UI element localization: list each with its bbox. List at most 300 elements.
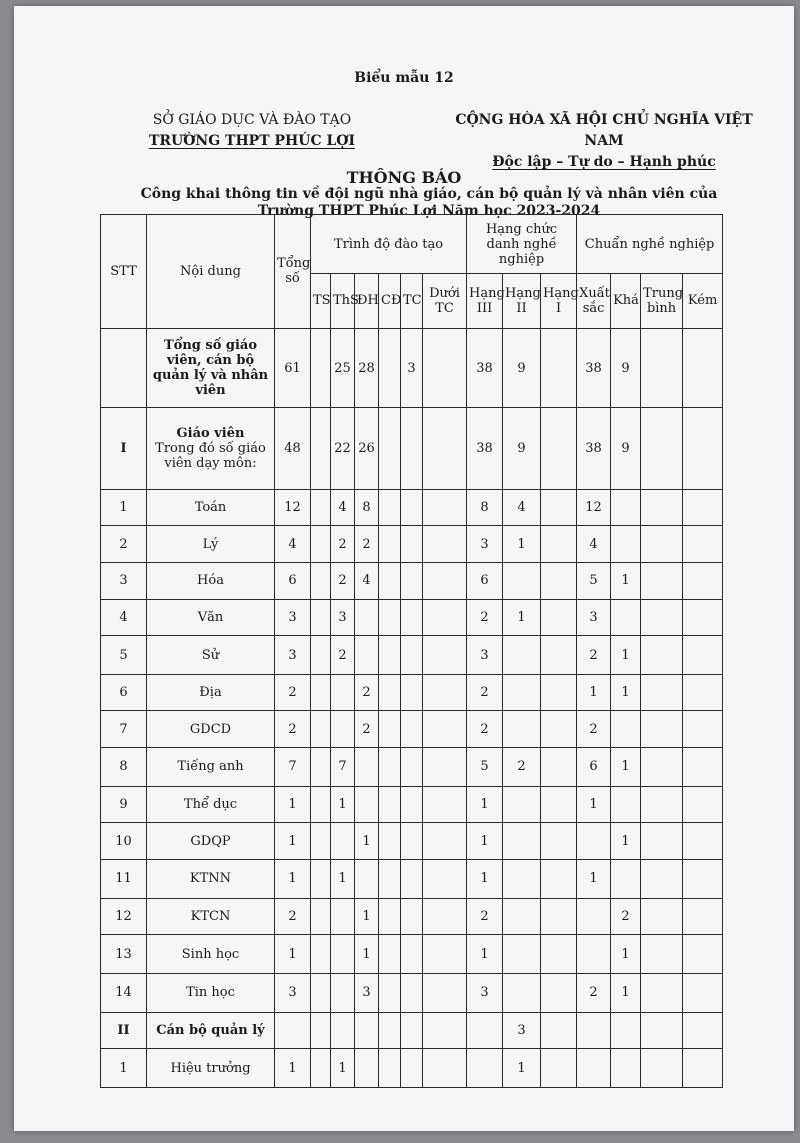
row-below_tc — [423, 636, 467, 675]
header-stt: STT — [101, 215, 147, 329]
row-tb — [641, 636, 683, 675]
header-rank-ii: Hạng II — [503, 274, 541, 329]
row-stt: 14 — [101, 973, 147, 1012]
row-total: 3 — [275, 636, 311, 675]
row-xs: 1 — [577, 674, 611, 711]
row-below_tc — [423, 526, 467, 563]
row-ths — [331, 674, 355, 711]
row-tc — [401, 935, 423, 974]
row-tc — [401, 860, 423, 899]
row-dh: 1 — [355, 823, 379, 860]
row-tb — [641, 1012, 683, 1049]
row-kha: 9 — [611, 328, 641, 407]
row-r1 — [541, 408, 577, 489]
row-kha — [611, 489, 641, 526]
row-r1 — [541, 328, 577, 407]
row-ts — [311, 748, 331, 787]
row-content: Văn — [147, 599, 275, 636]
header-training-group: Trình độ đào tạo — [311, 215, 467, 274]
table-row — [101, 711, 723, 748]
row-r2: 9 — [503, 408, 541, 489]
row-r3: 2 — [467, 674, 503, 711]
row-kha — [611, 526, 641, 563]
row-stt: 12 — [101, 898, 147, 935]
row-xs — [577, 935, 611, 974]
row-stt: II — [101, 1012, 147, 1049]
row-ts — [311, 1049, 331, 1088]
row-dh: 2 — [355, 674, 379, 711]
national-motto: Độc lập – Tự do – Hạnh phúc — [492, 154, 716, 170]
row-r3: 1 — [467, 786, 503, 823]
row-cd — [379, 748, 401, 787]
row-ths — [331, 935, 355, 974]
row-total: 1 — [275, 935, 311, 974]
row-ths: 1 — [331, 786, 355, 823]
row-cd — [379, 636, 401, 675]
row-cd — [379, 823, 401, 860]
row-stt: 9 — [101, 786, 147, 823]
row-content: Hiệu trưởng — [147, 1049, 275, 1088]
row-ts — [311, 823, 331, 860]
row-r2 — [503, 935, 541, 974]
row-tc — [401, 898, 423, 935]
header-excellent: Xuất sắc — [577, 274, 611, 329]
row-ts — [311, 562, 331, 599]
row-tb — [641, 823, 683, 860]
row-below_tc — [423, 674, 467, 711]
row-cd — [379, 711, 401, 748]
row-content: GDQP — [147, 823, 275, 860]
row-r1 — [541, 935, 577, 974]
row-tb — [641, 935, 683, 974]
row-stt: 4 — [101, 599, 147, 636]
row-dh: 2 — [355, 526, 379, 563]
row-ts — [311, 898, 331, 935]
row-total: 7 — [275, 748, 311, 787]
row-total: 6 — [275, 562, 311, 599]
row-stt: 10 — [101, 823, 147, 860]
row-ths — [331, 973, 355, 1012]
row-kem — [683, 786, 723, 823]
row-content: Tiếng anh — [147, 748, 275, 787]
row-tb — [641, 328, 683, 407]
row-ths: 25 — [331, 328, 355, 407]
row-tc — [401, 711, 423, 748]
row-ts — [311, 599, 331, 636]
row-total: 2 — [275, 898, 311, 935]
row-total: 61 — [275, 328, 311, 407]
row-cd — [379, 973, 401, 1012]
row-tc — [401, 748, 423, 787]
row-xs: 2 — [577, 973, 611, 1012]
row-ts — [311, 860, 331, 899]
row-r1 — [541, 1012, 577, 1049]
row-r3: 8 — [467, 489, 503, 526]
school-name: TRƯỜNG THPT PHÚC LỢI — [148, 133, 356, 149]
row-kem — [683, 674, 723, 711]
row-stt: 6 — [101, 674, 147, 711]
row-kha: 1 — [611, 748, 641, 787]
row-kha: 2 — [611, 898, 641, 935]
table-row — [101, 328, 723, 407]
row-xs: 3 — [577, 599, 611, 636]
row-stt: 7 — [101, 711, 147, 748]
row-cd — [379, 860, 401, 899]
row-r1 — [541, 898, 577, 935]
row-kem — [683, 711, 723, 748]
row-r1 — [541, 711, 577, 748]
row-ths: 7 — [331, 748, 355, 787]
row-below_tc — [423, 328, 467, 407]
row-xs: 1 — [577, 786, 611, 823]
row-tb — [641, 599, 683, 636]
row-ths: 2 — [331, 636, 355, 675]
row-r3: 1 — [467, 935, 503, 974]
row-kha — [611, 860, 641, 899]
row-cd — [379, 674, 401, 711]
row-r1 — [541, 489, 577, 526]
row-r1 — [541, 1049, 577, 1088]
row-tc — [401, 786, 423, 823]
row-ths: 2 — [331, 562, 355, 599]
row-below_tc — [423, 860, 467, 899]
row-tc — [401, 674, 423, 711]
row-below_tc — [423, 711, 467, 748]
row-kem — [683, 636, 723, 675]
row-stt: 5 — [101, 636, 147, 675]
row-content: Toán — [147, 489, 275, 526]
header-good: Khá — [611, 274, 641, 329]
row-dh — [355, 748, 379, 787]
table-row — [101, 786, 723, 823]
row-kha: 1 — [611, 674, 641, 711]
row-kha: 1 — [611, 823, 641, 860]
row-dh: 2 — [355, 711, 379, 748]
header-row-1 — [101, 215, 723, 274]
row-stt: 13 — [101, 935, 147, 974]
row-ts — [311, 935, 331, 974]
row-tb — [641, 786, 683, 823]
row-below_tc — [423, 489, 467, 526]
row-ts — [311, 973, 331, 1012]
row-dh: 1 — [355, 898, 379, 935]
row-r2 — [503, 860, 541, 899]
row-r3 — [467, 1012, 503, 1049]
row-dh: 26 — [355, 408, 379, 489]
row-r1 — [541, 786, 577, 823]
row-ts — [311, 636, 331, 675]
row-r3: 2 — [467, 898, 503, 935]
header-rank-iii: Hạng III — [467, 274, 503, 329]
table-row — [101, 935, 723, 974]
row-cd — [379, 786, 401, 823]
row-ths — [331, 1012, 355, 1049]
row-total: 1 — [275, 1049, 311, 1088]
row-stt: I — [101, 408, 147, 489]
row-total: 4 — [275, 526, 311, 563]
row-ts — [311, 674, 331, 711]
row-kha: 9 — [611, 408, 641, 489]
row-below_tc — [423, 1049, 467, 1088]
row-r3: 38 — [467, 408, 503, 489]
row-r1 — [541, 860, 577, 899]
row-below_tc — [423, 786, 467, 823]
row-xs: 5 — [577, 562, 611, 599]
row-kem — [683, 526, 723, 563]
row-total: 3 — [275, 599, 311, 636]
row-kem — [683, 562, 723, 599]
row-content: Sinh học — [147, 935, 275, 974]
table-row — [101, 408, 723, 489]
row-r1 — [541, 674, 577, 711]
row-xs — [577, 1049, 611, 1088]
row-below_tc — [423, 408, 467, 489]
row-ts — [311, 786, 331, 823]
row-dh: 8 — [355, 489, 379, 526]
header-rank-i: Hạng I — [541, 274, 577, 329]
row-tb — [641, 562, 683, 599]
row-below_tc — [423, 562, 467, 599]
row-kem — [683, 489, 723, 526]
row-kha — [611, 1049, 641, 1088]
row-total: 1 — [275, 860, 311, 899]
row-tc — [401, 823, 423, 860]
row-stt: 1 — [101, 489, 147, 526]
header-average: Trung bình — [641, 274, 683, 329]
row-tb — [641, 860, 683, 899]
row-dh — [355, 1012, 379, 1049]
row-cd — [379, 1012, 401, 1049]
row-r2 — [503, 898, 541, 935]
table-row — [101, 674, 723, 711]
row-cd — [379, 1049, 401, 1088]
row-cd — [379, 898, 401, 935]
row-r2: 9 — [503, 328, 541, 407]
row-kha — [611, 1012, 641, 1049]
row-xs: 4 — [577, 526, 611, 563]
row-r2 — [503, 786, 541, 823]
row-ths — [331, 898, 355, 935]
row-dh — [355, 860, 379, 899]
row-kem — [683, 748, 723, 787]
row-r2 — [503, 711, 541, 748]
row-tc — [401, 636, 423, 675]
row-tb — [641, 748, 683, 787]
row-r3: 38 — [467, 328, 503, 407]
row-below_tc — [423, 973, 467, 1012]
row-stt: 2 — [101, 526, 147, 563]
document-title: THÔNG BÁO — [346, 168, 462, 187]
row-tb — [641, 674, 683, 711]
row-r3: 5 — [467, 748, 503, 787]
row-kha: 1 — [611, 636, 641, 675]
table-row — [101, 973, 723, 1012]
header-weak: Kém — [683, 274, 723, 329]
row-kem — [683, 1049, 723, 1088]
row-content: Sử — [147, 636, 275, 675]
row-xs: 12 — [577, 489, 611, 526]
row-xs: 6 — [577, 748, 611, 787]
row-content: KTCN — [147, 898, 275, 935]
row-tc — [401, 973, 423, 1012]
row-tb — [641, 408, 683, 489]
table-row — [101, 860, 723, 899]
row-r3: 3 — [467, 973, 503, 1012]
row-tc — [401, 489, 423, 526]
row-r2: 1 — [503, 1049, 541, 1088]
row-kha — [611, 711, 641, 748]
row-tc — [401, 1049, 423, 1088]
row-xs: 2 — [577, 636, 611, 675]
table-row — [101, 526, 723, 563]
country-name: CỘNG HÒA XÃ HỘI CHỦ NGHĨA VIỆT NAM — [455, 112, 753, 149]
row-dh: 28 — [355, 328, 379, 407]
table-row — [101, 562, 723, 599]
row-total: 2 — [275, 674, 311, 711]
row-tc: 3 — [401, 328, 423, 407]
row-cd — [379, 526, 401, 563]
form-number: Biểu mẫu 12 — [354, 70, 454, 86]
row-cd — [379, 408, 401, 489]
table-row — [101, 898, 723, 935]
row-tc — [401, 599, 423, 636]
row-dh — [355, 786, 379, 823]
row-kha: 1 — [611, 935, 641, 974]
row-below_tc — [423, 599, 467, 636]
table-row — [101, 599, 723, 636]
row-ths: 3 — [331, 599, 355, 636]
row-tb — [641, 1049, 683, 1088]
row-content — [147, 408, 275, 489]
row-r1 — [541, 599, 577, 636]
table-row — [101, 489, 723, 526]
row-ths: 22 — [331, 408, 355, 489]
row-cd — [379, 328, 401, 407]
row-dh — [355, 636, 379, 675]
row-total: 1 — [275, 823, 311, 860]
row-xs: 1 — [577, 860, 611, 899]
header-tc: TC — [401, 274, 423, 329]
row-tc — [401, 562, 423, 599]
header-below-tc: Dưới TC — [423, 274, 467, 329]
row-kha: 1 — [611, 973, 641, 1012]
row-cd — [379, 935, 401, 974]
row-r1 — [541, 526, 577, 563]
row-stt: 3 — [101, 562, 147, 599]
row-ts — [311, 711, 331, 748]
row-kem — [683, 935, 723, 974]
row-r3: 3 — [467, 526, 503, 563]
row-ths — [331, 711, 355, 748]
row-ts — [311, 408, 331, 489]
row-r3: 6 — [467, 562, 503, 599]
national-header — [434, 110, 774, 173]
row-r1 — [541, 973, 577, 1012]
row-xs — [577, 1012, 611, 1049]
row-r2: 3 — [503, 1012, 541, 1049]
header-content: Nội dung — [147, 215, 275, 329]
row-ts — [311, 489, 331, 526]
row-kem — [683, 1012, 723, 1049]
row-r2 — [503, 636, 541, 675]
row-kem — [683, 898, 723, 935]
table-row — [101, 748, 723, 787]
row-content: Tổng số giáo viên, cán bộ quản lý và nhân viên — [147, 328, 275, 407]
row-content: Cán bộ quản lý — [147, 1012, 275, 1049]
row-below_tc — [423, 748, 467, 787]
document-subtitle: Công khai thông tin về đội ngũ nhà giáo, cán bộ quản lý và nhân viên của Trường THPT Phúc Lợi Năm học 2023-2024 — [140, 186, 718, 219]
row-tb — [641, 973, 683, 1012]
row-r2: 2 — [503, 748, 541, 787]
row-cd — [379, 489, 401, 526]
row-r2 — [503, 562, 541, 599]
row-below_tc — [423, 935, 467, 974]
row-tc — [401, 526, 423, 563]
row-xs — [577, 823, 611, 860]
row-content-title: Giáo viên — [176, 425, 245, 441]
row-content: Địa — [147, 674, 275, 711]
row-tb — [641, 711, 683, 748]
row-r3: 2 — [467, 711, 503, 748]
row-total: 12 — [275, 489, 311, 526]
row-kem — [683, 823, 723, 860]
row-content: GDCD — [147, 711, 275, 748]
row-r3: 1 — [467, 823, 503, 860]
row-kha — [611, 599, 641, 636]
row-r3: 1 — [467, 860, 503, 899]
header-rank-group: Hạng chức danh nghề nghiệp — [467, 215, 577, 274]
row-r3: 3 — [467, 636, 503, 675]
row-kha — [611, 786, 641, 823]
row-r1 — [541, 562, 577, 599]
row-cd — [379, 599, 401, 636]
row-r3 — [467, 1049, 503, 1088]
row-stt — [101, 328, 147, 407]
row-r3: 2 — [467, 599, 503, 636]
row-tc — [401, 408, 423, 489]
row-ths: 1 — [331, 860, 355, 899]
header-total: Tổng số — [275, 215, 311, 329]
row-r2 — [503, 674, 541, 711]
row-xs — [577, 898, 611, 935]
row-dh — [355, 1049, 379, 1088]
row-xs: 38 — [577, 328, 611, 407]
row-tc — [401, 1012, 423, 1049]
row-kem — [683, 599, 723, 636]
row-kem — [683, 328, 723, 407]
row-tb — [641, 526, 683, 563]
row-r2 — [503, 973, 541, 1012]
row-below_tc — [423, 823, 467, 860]
row-stt: 11 — [101, 860, 147, 899]
row-xs: 38 — [577, 408, 611, 489]
row-total: 2 — [275, 711, 311, 748]
row-dh: 3 — [355, 973, 379, 1012]
staff-table — [100, 214, 723, 1088]
row-total: 48 — [275, 408, 311, 489]
table-row — [101, 636, 723, 675]
row-kem — [683, 973, 723, 1012]
row-dh: 4 — [355, 562, 379, 599]
row-cd — [379, 562, 401, 599]
row-tb — [641, 898, 683, 935]
row-below_tc — [423, 1012, 467, 1049]
agency-name: SỞ GIÁO DỤC VÀ ĐÀO TẠO — [152, 112, 352, 128]
row-r1 — [541, 636, 577, 675]
row-stt: 1 — [101, 1049, 147, 1088]
row-content: Thể dục — [147, 786, 275, 823]
row-r1 — [541, 823, 577, 860]
